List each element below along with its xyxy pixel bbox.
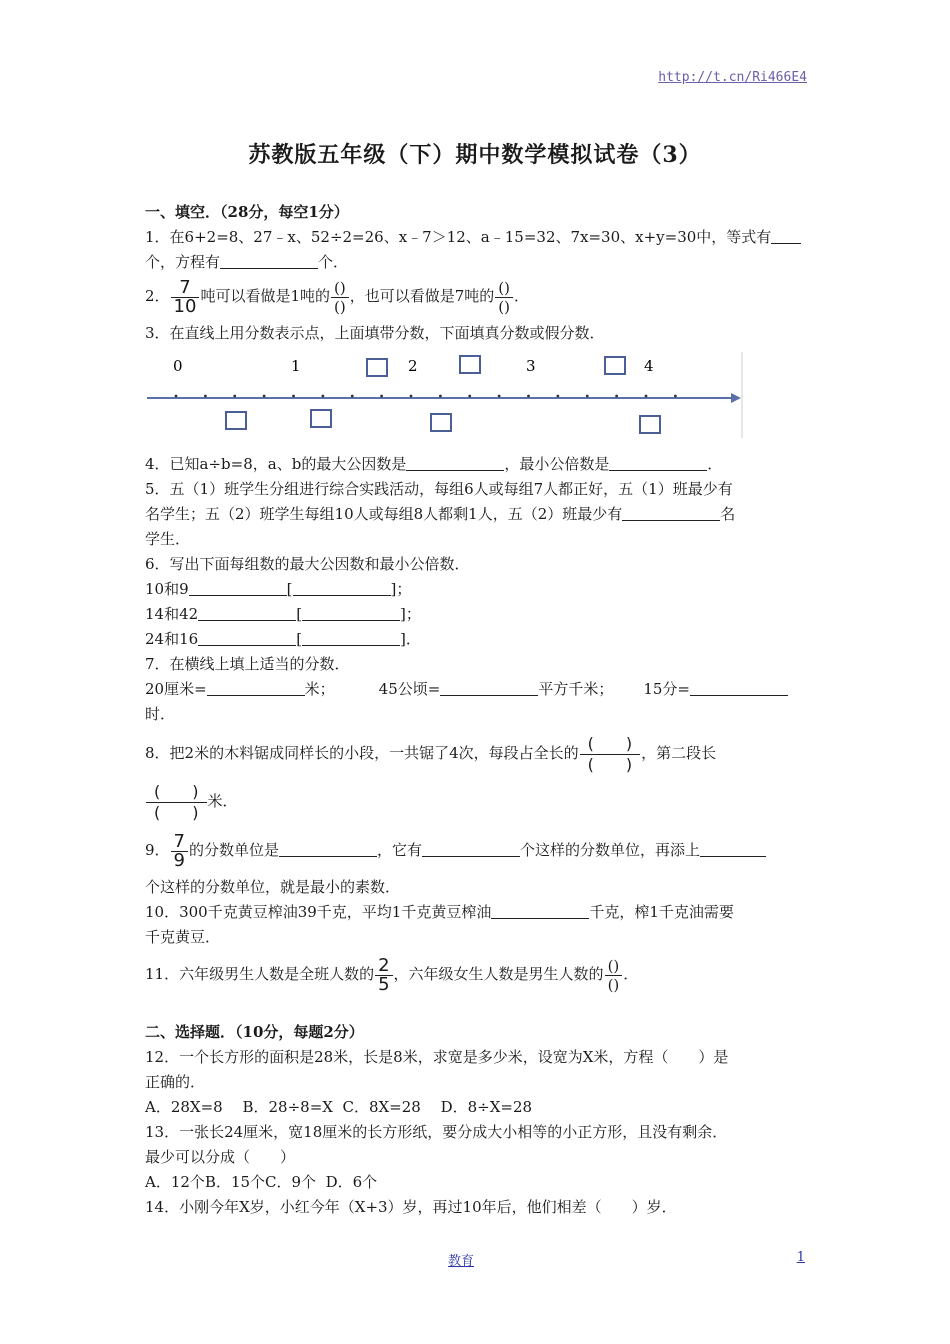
q7-text-c: 45公顷= bbox=[378, 680, 441, 698]
question-1 bbox=[145, 225, 807, 250]
q2-ans1-den: () bbox=[334, 297, 346, 316]
q2-fraction bbox=[171, 276, 200, 317]
question-8 bbox=[145, 729, 807, 777]
q7-text-e: 15分= bbox=[643, 680, 690, 698]
q6-row-3 bbox=[145, 627, 807, 652]
q7-blank-1[interactable] bbox=[207, 679, 305, 696]
q7-text-b: 米； bbox=[304, 680, 335, 698]
q9-prefix: 9． bbox=[145, 841, 170, 859]
question-14: 14．小刚今年X岁，小红今年（X+3）岁，再过10年后，他们相差（ ）岁． bbox=[145, 1198, 677, 1216]
q7-blank-3[interactable] bbox=[690, 679, 788, 696]
q6-row1-gcd-blank[interactable] bbox=[189, 579, 287, 596]
q11-frac-den: 5 bbox=[378, 973, 390, 995]
question-5 bbox=[145, 477, 807, 502]
q2-ans2-num: () bbox=[495, 279, 513, 298]
q6-row1-end: ]； bbox=[390, 580, 412, 598]
question-9 bbox=[145, 827, 807, 873]
answer-box-top-1[interactable] bbox=[367, 359, 387, 376]
q4-text-a: 4．已知a÷b=8，a、b的最大公因数是 bbox=[145, 455, 407, 473]
answer-box-top-2[interactable] bbox=[460, 356, 480, 373]
q9-fraction bbox=[171, 830, 188, 871]
q1-text-a: 1．在6+2=8、27﹣x、52÷2=26、x﹣7＞12、a﹣15=32、7x=30、x+y=30中，等式有 bbox=[145, 228, 772, 246]
q5-text-b: 名学生；五（2）班学生每组10人或每组8人都剩1人，五（2）班最少有 bbox=[145, 505, 623, 523]
tick-dot bbox=[292, 395, 295, 398]
q11-text-a: 11．六年级男生人数是全班人数的 bbox=[145, 965, 375, 983]
tick-dot bbox=[410, 395, 413, 398]
q11-ans-num: () bbox=[605, 957, 623, 976]
q9-frac-den: 9 bbox=[173, 849, 185, 871]
q10-blank-1[interactable] bbox=[491, 902, 589, 919]
q5-blank-2[interactable] bbox=[622, 504, 720, 521]
tick-label-2: 2 bbox=[408, 357, 418, 375]
answer-box-bottom-4[interactable] bbox=[640, 416, 660, 433]
tick-label-0: 0 bbox=[173, 357, 183, 375]
question-1-cont bbox=[145, 250, 807, 275]
q8-answer-fraction-1[interactable] bbox=[580, 734, 641, 775]
q6-row3-label: 24和16 bbox=[145, 630, 199, 648]
q8-answer-fraction-2[interactable] bbox=[146, 782, 207, 823]
q1-blank-1[interactable] bbox=[771, 227, 801, 244]
q11-ans-den: () bbox=[607, 975, 620, 994]
q11-text-b: ，六年级女生人数是男生人数的 bbox=[393, 965, 604, 983]
q8-ans1-den: ( ) bbox=[587, 754, 633, 774]
q2-prefix: 2． bbox=[145, 287, 170, 305]
question-9-cont: 个这样的分数单位，就是最小的素数． bbox=[145, 878, 401, 896]
q7-end: 时． bbox=[145, 705, 176, 723]
tick-dot bbox=[645, 395, 648, 398]
question-3: 3．在直线上用分数表示点，上面填带分数，下面填真分数或假分数． bbox=[145, 324, 605, 342]
tick-dot bbox=[468, 395, 471, 398]
q5-text-c: 名 bbox=[720, 505, 736, 523]
question-5-cont bbox=[145, 502, 807, 527]
number-line-svg bbox=[145, 350, 745, 442]
tick-label-1: 1 bbox=[291, 357, 301, 375]
question-4 bbox=[145, 452, 807, 477]
q6-row3-gcd-blank[interactable] bbox=[198, 629, 296, 646]
q4-blank-1[interactable] bbox=[406, 454, 504, 471]
q8-ans2-den: ( ) bbox=[154, 802, 199, 822]
section1-heading: 一、填空．（28分，每空1分） bbox=[145, 203, 349, 221]
q6-row1-label: 10和9 bbox=[145, 580, 189, 598]
tick-dot bbox=[321, 395, 324, 398]
tick-dot bbox=[204, 395, 207, 398]
q7-items bbox=[145, 677, 807, 702]
question-7: 7．在横线上填上适当的分数． bbox=[145, 655, 350, 673]
q4-blank-2[interactable] bbox=[609, 454, 707, 471]
number-line-figure bbox=[145, 350, 745, 442]
page-number: 1 bbox=[796, 1250, 805, 1265]
q6-row2-gcd-blank[interactable] bbox=[198, 604, 296, 621]
q2-answer-fraction-2[interactable] bbox=[495, 279, 513, 316]
q11-frac-num: 2 bbox=[375, 957, 392, 976]
q2-ans1-num: () bbox=[331, 279, 349, 298]
question-13: 13．一张长24厘米，宽18厘米的长方形纸，要分成大小相等的小正方形，且没有剩余． bbox=[145, 1123, 728, 1141]
question-8-cont bbox=[145, 777, 807, 825]
question-6: 6．写出下面每组数的最大公因数和最小公倍数． bbox=[145, 555, 470, 573]
question-10-cont: 千克黄豆． bbox=[145, 928, 221, 946]
q8-ans2-num: ( ) bbox=[146, 782, 207, 803]
tick-dot bbox=[175, 395, 178, 398]
q2-frac-num: 7 bbox=[171, 279, 200, 298]
q6-row3-bracket: [ bbox=[296, 630, 303, 648]
q9-blank-2[interactable] bbox=[422, 840, 520, 857]
q9-frac-num: 7 bbox=[171, 833, 188, 852]
q8-text-b: ，第二段长 bbox=[641, 744, 717, 762]
q2-answer-fraction-1[interactable] bbox=[331, 279, 349, 316]
q10-text-b: 千克，榨1千克油需要 bbox=[589, 903, 734, 921]
q7-text-d: 平方千米； bbox=[538, 680, 614, 698]
tick-dot bbox=[439, 395, 442, 398]
tick-dot bbox=[351, 395, 354, 398]
footer-link[interactable]: 教育 bbox=[448, 1254, 475, 1269]
q8-text-c: 米． bbox=[207, 792, 238, 810]
q6-row-2 bbox=[145, 602, 807, 627]
tick-dot bbox=[556, 395, 559, 398]
tick-dot bbox=[527, 395, 530, 398]
tick-dot bbox=[498, 395, 501, 398]
exam-content bbox=[145, 200, 807, 1220]
tick-dot bbox=[615, 395, 618, 398]
q9-text-a: 的分数单位是 bbox=[189, 841, 280, 859]
q9-text-b: ，它有 bbox=[377, 841, 423, 859]
q6-row3-end: ]． bbox=[400, 630, 421, 648]
number-line-arrow bbox=[731, 393, 741, 403]
tick-dot bbox=[263, 395, 266, 398]
q6-row2-lcm-blank[interactable] bbox=[302, 604, 400, 621]
answer-box-bottom-2[interactable] bbox=[311, 410, 331, 427]
q6-row2-end: ]； bbox=[400, 605, 421, 623]
tick-dot bbox=[380, 395, 383, 398]
q6-row-1 bbox=[145, 577, 807, 602]
q7-blank-2[interactable] bbox=[440, 679, 538, 696]
q8-ans1-num: ( ) bbox=[580, 734, 641, 755]
q6-row1-lcm-blank[interactable] bbox=[293, 579, 391, 596]
q2-text-b: ，也可以看做是7吨的 bbox=[349, 287, 495, 305]
q4-text-b: ，最小公倍数是 bbox=[504, 455, 610, 473]
page-title: 苏教版五年级（下）期中数学模拟试卷（3） bbox=[248, 142, 702, 168]
q1-text-b: 个，方程有 bbox=[145, 253, 221, 271]
answer-box-bottom-1[interactable] bbox=[226, 412, 246, 429]
q6-row1-bracket: [ bbox=[286, 580, 293, 598]
q6-row3-lcm-blank[interactable] bbox=[302, 629, 400, 646]
q9-blank-1[interactable] bbox=[279, 840, 377, 857]
answer-box-bottom-3[interactable] bbox=[431, 414, 451, 431]
q6-row2-bracket: [ bbox=[296, 605, 303, 623]
header-url-link[interactable]: http://t.cn/Ri466E4 bbox=[658, 70, 807, 85]
question-12: 12．一个长方形的面积是28米，长是8米，求宽是多少米，设宽为X米，方程（ ）是 bbox=[145, 1048, 729, 1066]
question-11 bbox=[145, 952, 807, 996]
section2-heading: 二、选择题．（10分，每题2分） bbox=[145, 1023, 364, 1041]
tick-dots bbox=[175, 395, 677, 398]
q12-options[interactable]: A．28X=8 B．28÷8=X C．8X=28 D．8÷X=28 bbox=[145, 1098, 533, 1116]
question-5-end: 学生． bbox=[145, 530, 191, 548]
q9-text-c: 个这样的分数单位，再添上 bbox=[520, 841, 701, 859]
question-12-cont: 正确的． bbox=[145, 1073, 206, 1091]
q6-row2-label: 14和42 bbox=[145, 605, 199, 623]
q7-text-a: 20厘米= bbox=[145, 680, 207, 698]
q2-text-c: ． bbox=[513, 287, 529, 305]
q5-text-a: 5．五（1）班学生分组进行综合实践活动，每组6人或每组7人都正好，五（1）班最少有 bbox=[145, 480, 733, 498]
tick-label-4: 4 bbox=[644, 357, 654, 375]
question-10 bbox=[145, 900, 807, 925]
tick-dot bbox=[233, 395, 236, 398]
q13-options[interactable]: A．12个B．15个C．9个 D．6个 bbox=[145, 1173, 378, 1191]
q2-ans2-den: () bbox=[498, 297, 510, 316]
q11-answer-fraction[interactable] bbox=[605, 957, 623, 994]
q11-text-c: ． bbox=[623, 965, 639, 983]
question-13-cont: 最少可以分成（ ） bbox=[145, 1148, 296, 1166]
q10-text-a: 10．300千克黄豆榨油39千克，平均1千克黄豆榨油 bbox=[145, 903, 492, 921]
q11-fraction bbox=[375, 954, 392, 995]
tick-dot bbox=[586, 395, 589, 398]
q1-text-c: 个． bbox=[318, 253, 349, 271]
q4-text-c: ． bbox=[707, 455, 723, 473]
q1-blank-2[interactable] bbox=[220, 252, 318, 269]
q9-blank-3[interactable] bbox=[700, 840, 766, 857]
q8-text-a: 8．把2米的木料锯成同样长的小段，一共锯了4次，每段占全长的 bbox=[145, 744, 579, 762]
q2-frac-den: 10 bbox=[173, 295, 197, 317]
tick-label-3: 3 bbox=[526, 357, 536, 375]
question-2 bbox=[145, 277, 807, 315]
tick-dot bbox=[674, 395, 677, 398]
answer-box-top-3[interactable] bbox=[605, 357, 625, 374]
q2-text-a: 吨可以看做是1吨的 bbox=[200, 287, 330, 305]
